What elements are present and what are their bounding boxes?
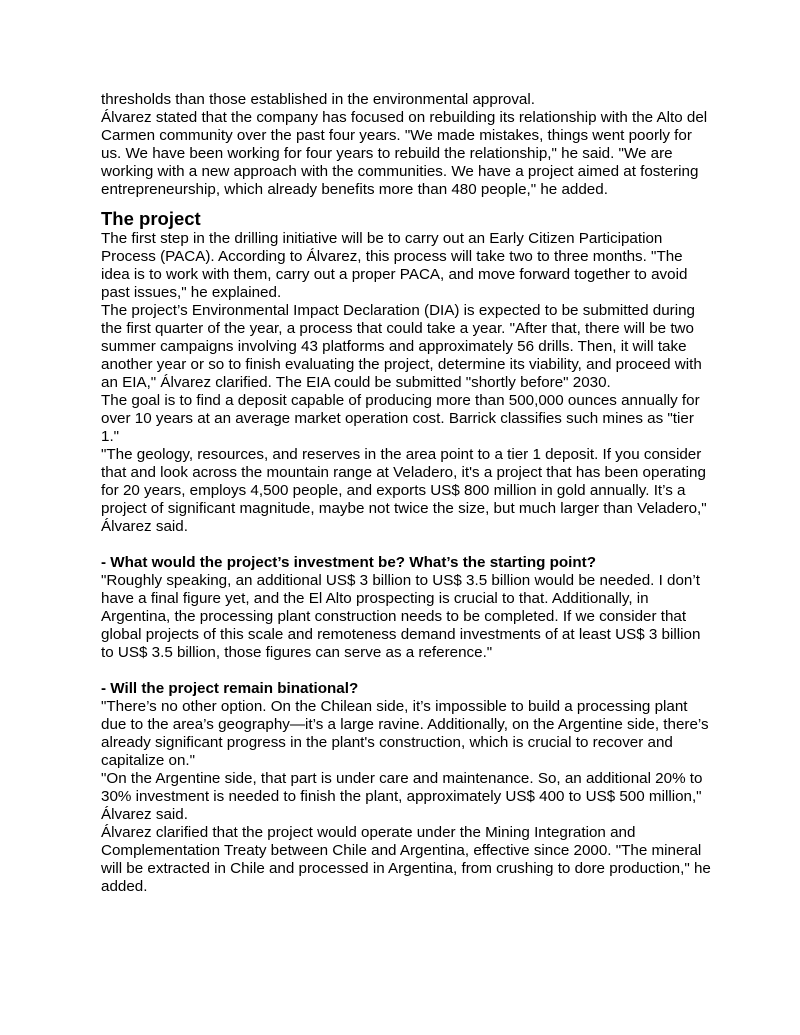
paragraph-project-3: The goal is to find a deposit capable of producing more than 500,000 ounces annually for over 10 years at an average market operation cost. Barrick classifies such mines as "tier 1." [101,392,700,445]
section-heading-project: The project [101,208,201,229]
paragraph-intro-1: thresholds than those established in the environmental approval. [101,91,535,108]
answer-binational-3: Álvarez clarified that the project would operate under the Mining Integration and Complementation Treaty between Chile and Argentina, effective since 2000. "The mineral will be extracted in Chile and processed in Argentina, from crushing to dore production," he added. [101,824,711,895]
answer-binational-2: "On the Argentine side, that part is under care and maintenance. So, an additional 20% to 30% investment is needed to finish the plant, approximately US$ 400 to US$ 500 million," Álvarez said. [101,770,703,823]
answer-binational-1: "There’s no other option. On the Chilean side, it’s impossible to build a processing plant due to the area’s geography—it’s a large ravine. Additionally, on the Argentine side, there’s already significant progress in the plant's construction, which is crucial to recover and capitalize on." [101,698,709,769]
answer-investment: "Roughly speaking, an additional US$ 3 billion to US$ 3.5 billion would be needed. I don’t have a final figure yet, and the El Alto prospecting is crucial to that. Additionally, in Argentina, the processing plant construction needs to be completed. If we consider that global projects of this scale and remoteness demand investments of at least US$ 3 billion to US$ 3.5 billion, those figures can serve as a reference." [101,572,701,661]
paragraph-project-2: The project’s Environmental Impact Declaration (DIA) is expected to be submitted during the first quarter of the year, a process that could take a year. "After that, there will be two summer campaigns involving 43 platforms and approximately 56 drills. Then, it will take another year or so to finish evaluating the project, determine its viability, and proceed with an EIA," Álvarez clarified. The EIA could be submitted "shortly before" 2030. [101,302,702,391]
paragraph-intro-2: Álvarez stated that the company has focused on rebuilding its relationship with the Alto del Carmen community over the past four years. "We made mistakes, things went poorly for us. We have been working for four years to rebuild the relationship," he said. "We are working with a new approach with the communities. We have a project aimed at fostering entrepreneurship, which already benefits more than 480 people," he added. [101,109,708,198]
article-body [101,91,711,896]
paragraph-project-4: "The geology, resources, and reserves in the area point to a tier 1 deposit. If you consider that and look across the mountain range at Veladero, it's a project that has been operating for 20 years, employs 4,500 people, and exports US$ 800 million in gold annually. It’s a project of significant magnitude, maybe not twice the size, but much larger than Veladero," Álvarez said. [101,446,707,535]
question-investment: - What would the project’s investment be? What’s the starting point? [101,554,597,571]
question-binational: - Will the project remain binational? [101,680,359,697]
spacer [101,662,711,680]
paragraph-project-1: The first step in the drilling initiative will be to carry out an Early Citizen Participation Process (PACA). According to Álvarez, this process will take two to three months. "The idea is to work with them, carry out a proper PACA, and move forward together to avoid past issues," he explained. [101,230,688,301]
spacer [101,536,711,554]
